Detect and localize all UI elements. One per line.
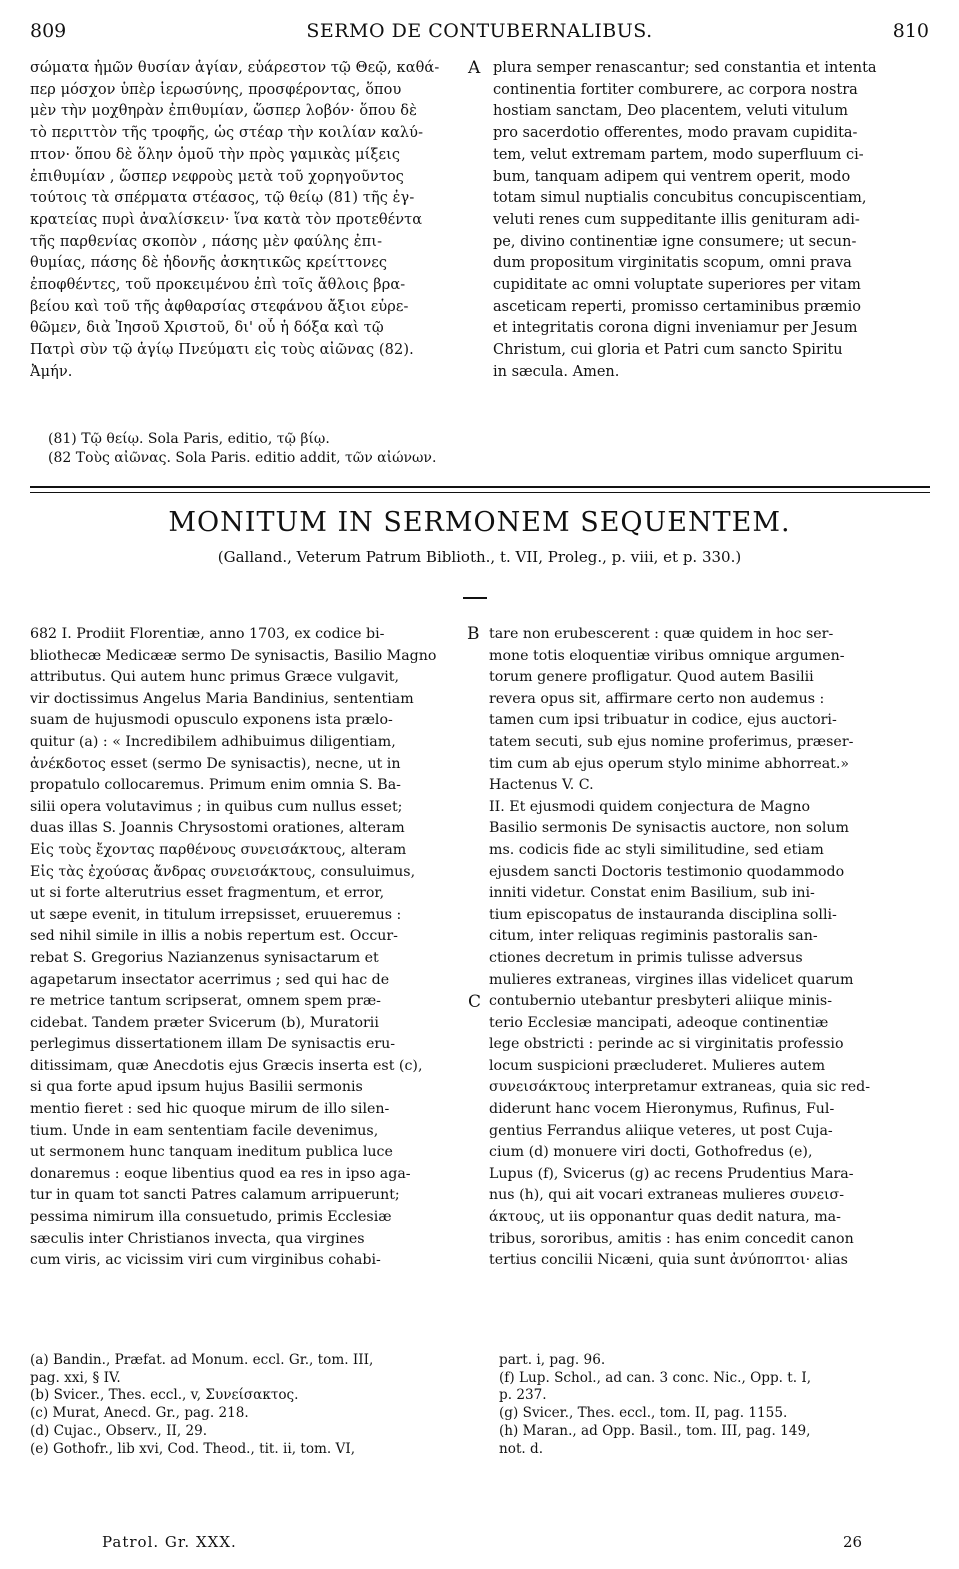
latin-line: totam simul nuptialis concubitus concupiscentiam, bbox=[493, 190, 867, 207]
body-line: gentius Ferrandus aliique veteres, ut post Cuja- bbox=[489, 1122, 833, 1139]
body-line: pessima nimirum illa consuetudo, primis Ecclesiæ bbox=[30, 1209, 392, 1226]
right-footnotes bbox=[499, 1352, 939, 1458]
top-footnotes bbox=[48, 430, 528, 467]
body-line: ctiones decretum in primis tulisse adversus bbox=[489, 949, 803, 966]
signature-number: 26 bbox=[843, 1533, 863, 1551]
greek-line: τούτοις τὰ σπέρματα στέασος, τῷ θείῳ (81) τῆς ἐγ- bbox=[30, 190, 415, 207]
body-line: tatem secuti, sub ejus nomine proferimus, præser- bbox=[489, 733, 854, 750]
page-number-right: 810 bbox=[892, 20, 929, 42]
greek-text-column bbox=[30, 58, 462, 384]
body-line: tim cum ab ejus operum stylo minime abhorreat.» bbox=[489, 755, 850, 772]
volume-signature: Patrol. Gr. XXX. bbox=[102, 1533, 237, 1551]
body-line: si qua forte apud ipsum hujus Basilii sermonis bbox=[30, 1079, 363, 1096]
body-line: tium. Unde in eam sententiam facile devenimus, bbox=[30, 1122, 379, 1139]
body-line: mone totis eloquentiæ viribus omnique argumen- bbox=[489, 647, 845, 664]
margin-marker-b: B bbox=[467, 624, 480, 644]
greek-line: τῆς παρθενίας σκοπὸν , πάσης μὲν φαύλης ἐπι- bbox=[30, 233, 383, 250]
body-line: torum genere profligatur. Quod autem Basilii bbox=[489, 669, 814, 686]
body-line: perlegimus dissertationem illam De synisactis eru- bbox=[30, 1036, 396, 1053]
body-line: cidebat. Tandem præter Svicerum (b), Muratorii bbox=[30, 1014, 379, 1031]
monitum-source: (Galland., Veterum Patrum Biblioth., t. VII, Proleg., p. viii, et p. 330.) bbox=[217, 548, 742, 566]
margin-marker-c: C bbox=[468, 992, 482, 1012]
body-line: tare non erubescerent : quæ quidem in hoc ser- bbox=[489, 626, 834, 642]
greek-line: ἐπιθυμίαν , ὥσπερ νεφροὺς μετὰ τοῦ χορηγοῦντος bbox=[30, 168, 405, 185]
latin-line: bum, tanquam adipem qui ventrem operit, modo bbox=[493, 168, 851, 185]
footnote-line: (f) Lup. Schol., ad can. 3 conc. Nic., Opp. t. I, bbox=[499, 1369, 812, 1386]
greek-line: θῶμεν, διὰ Ἰησοῦ Χριστοῦ, δι' οὗ ἡ δόξα καὶ τῷ bbox=[30, 320, 384, 337]
body-line: Εἰς τοὺς ἔχοντας παρθένους συνεισάκτους, alteram bbox=[30, 841, 407, 858]
running-title: SERMO DE CONTUBERNALIBUS. bbox=[306, 20, 653, 42]
body-line: contubernio utebantur presbyteri aliique minis- bbox=[489, 993, 832, 1010]
body-line: inniti videtur. Constat enim Basilium, sub ini- bbox=[489, 885, 815, 902]
greek-line: περ μόσχον ὑπὲρ ἱερωσύνης, προσφέροντας, ὅπου bbox=[30, 81, 402, 98]
body-line: citum, inter reliquas regiminis pastoralis san- bbox=[489, 928, 818, 945]
body-line: Εἰς τὰς ἐχούσας ἄνδρας συνεισάκτους, consuluimus, bbox=[30, 863, 416, 880]
body-line: sed nihil simile in illis a nobis repertum est. Occur- bbox=[30, 928, 398, 945]
latin-line: continentia fortiter comburere, ac corpora nostra bbox=[493, 81, 858, 98]
body-line: re metrice tantum scripserat, omnem spem præ- bbox=[30, 993, 381, 1010]
body-line: suam de hujusmodi opusculo exponens ista prælo- bbox=[30, 712, 393, 729]
greek-line: σώματα ἡμῶν θυσίαν ἁγίαν, εὐάρεστον τῷ Θεῷ, καθά- bbox=[30, 60, 440, 76]
section-rule-bottom bbox=[30, 492, 930, 493]
body-line: συνεισάκτους interpretamur extraneas, quia sic red- bbox=[489, 1079, 870, 1096]
body-line: mentio fieret : sed hic quoque mirum de illo silen- bbox=[30, 1101, 390, 1118]
latin-line: pe, divino continentiæ igne consumere; ut secun- bbox=[493, 233, 857, 250]
body-line: bliothecæ Medicææ sermo De synisactis, Basilio Magno bbox=[30, 647, 437, 664]
body-line: quitur (a) : « Incredibilem adhibuimus diligentiam, bbox=[30, 733, 396, 750]
body-line: agapetarum insectator acerrimus ; sed qui hac de bbox=[30, 971, 390, 988]
body-line: terio Ecclesiæ mancipati, adeoque continentiæ bbox=[489, 1014, 829, 1031]
latin-line: et integritatis corona digni inveniamur per Jesum bbox=[493, 320, 858, 337]
footnote-81: (81) Τῷ θείῳ. Sola Paris, editio, τῷ βίῳ. bbox=[48, 431, 330, 447]
footnote-line: (a) Bandin., Præfat. ad Monum. eccl. Gr., tom. III, bbox=[30, 1352, 374, 1368]
footnote-line: (e) Gothofr., lib xvi, Cod. Theod., tit. ii, tom. VI, bbox=[30, 1440, 356, 1457]
body-line: propatulo collocaremus. Primum enim omnia S. Ba- bbox=[30, 777, 401, 794]
footnote-82: (82 Τοὺς αἰῶνας. Sola Paris. editio addit, τῶν αἰώνων. bbox=[48, 449, 437, 466]
body-line: mulieres extraneas, virgines illas videlicet quarum bbox=[489, 971, 854, 988]
body-line: ut sermonem hunc tanquam ineditum publica luce bbox=[30, 1144, 393, 1161]
footnote-line: (b) Svicer., Thes. eccl., v, Συνείσακτος. bbox=[30, 1387, 299, 1404]
right-body-column bbox=[489, 624, 935, 1272]
body-line: sæculis inter Christianos invecta, qua virgines bbox=[30, 1230, 365, 1247]
body-line: cium (d) monuere viri docti, Gothofredus (e), bbox=[489, 1144, 813, 1161]
body-line: tur in quam tot sancti Patres calamum arripuerunt; bbox=[30, 1187, 400, 1204]
body-line: vir doctissimus Angelus Maria Bandinius, sententiam bbox=[30, 690, 414, 707]
footnote-line: (d) Cujac., Observ., II, 29. bbox=[30, 1422, 208, 1439]
body-line: attributus. Qui autem hunc primus Græce vulgavit, bbox=[30, 669, 399, 686]
greek-line: μὲν τὴν μοχθηρὰν ἐπιθυμίαν, ὥσπερ λοβόν· ὅπου δὲ bbox=[30, 103, 418, 120]
separator-dash bbox=[463, 597, 487, 599]
footnote-line: p. 237. bbox=[499, 1387, 547, 1404]
greek-line: τὸ περιττὸν τῆς τροφῆς, ὡς στέαρ τὴν κοιλίαν καλύ- bbox=[30, 125, 424, 142]
body-line: tertius concilii Nicæni, quia sunt ἀνύποπτοι· alias bbox=[489, 1252, 848, 1269]
footnote-line: (g) Svicer., Thes. eccl., tom. II, pag. 1155. bbox=[499, 1405, 788, 1422]
greek-line: βείου καὶ τοῦ τῆς ἀφθαρσίας στεφάνου ἄξιοι εὑρε- bbox=[30, 298, 409, 315]
body-line: nus (h), qui ait vocari extraneas mulieres συνεισ- bbox=[489, 1187, 845, 1204]
body-line: II. Et ejusmodi quidem conjectura de Magno bbox=[489, 798, 811, 815]
body-line: ἀνέκδοτος esset (sermo De synisactis), necne, ut in bbox=[30, 755, 401, 772]
body-line: ejusdem sancti Doctoris testimonio quodammodo bbox=[489, 863, 845, 880]
page-number-left: 809 bbox=[30, 20, 67, 42]
body-line: duas illas S. Joannis Chrysostomi orationes, alteram bbox=[30, 820, 405, 837]
margin-marker-a: A bbox=[468, 58, 481, 78]
latin-text-column bbox=[493, 58, 933, 384]
latin-line: hostiam sanctam, Deo placentem, veluti vitulum bbox=[493, 103, 849, 120]
latin-line: asceticam reperti, promisso certaminibus præmio bbox=[493, 298, 862, 315]
latin-line: plura semper renascantur; sed constantia et intenta bbox=[493, 60, 877, 76]
footnote-line: pag. xxi, § IV. bbox=[30, 1369, 121, 1386]
body-line: lege obstricti : perinde ac si virginitatis professio bbox=[489, 1036, 844, 1053]
body-line: donaremus : eoque libentius quod ea res in ipso aga- bbox=[30, 1165, 411, 1182]
body-line: ms. codicis fide ac styli similitudine, sed etiam bbox=[489, 841, 824, 858]
body-line: tribus, sororibus, amitis : has enim concedit canon bbox=[489, 1230, 854, 1247]
left-footnotes bbox=[30, 1352, 470, 1458]
latin-line: in sæcula. Amen. bbox=[493, 363, 620, 380]
greek-line: θυμίας, πάσης δὲ ἡδονῆς ἀσκητικῶς κρείττονες bbox=[30, 255, 388, 272]
body-line: 682 I. Prodiit Florentiæ, anno 1703, ex codice bi- bbox=[30, 626, 385, 642]
monitum-title: MONITUM IN SERMONEM SEQUENTEM. bbox=[168, 507, 791, 538]
body-line: cum viris, ac vicissim viri cum virginibus cohabi- bbox=[30, 1252, 381, 1269]
body-line: locum suspicioni præcluderet. Mulieres autem bbox=[489, 1057, 826, 1074]
body-line: tium episcopatus de instauranda disciplina solli- bbox=[489, 906, 837, 923]
section-rule-top bbox=[30, 486, 930, 488]
greek-line: ἐποφθέντες, τοῦ προκειμένου ἐπὶ τοῖς ἄθλοις βρα- bbox=[30, 277, 406, 294]
footnote-line: (c) Murat, Anecd. Gr., pag. 218. bbox=[30, 1405, 249, 1422]
greek-line: πτον· ὅπου δὲ ὅλην ὁμοῦ τὴν πρὸς γαμικὰς μίξεις bbox=[30, 146, 401, 163]
body-line: tamen cum ipsi tribuatur in codice, ejus auctori- bbox=[489, 712, 837, 729]
latin-line: dum propositum virginitatis scopum, omni prava bbox=[493, 255, 852, 272]
left-body-column bbox=[30, 624, 460, 1272]
greek-line: κρατείας πυρὶ ἀναλίσκειν· ἵνα κατὰ τὸν προτεθέντα bbox=[30, 211, 423, 228]
body-line: ut sæpe evenit, in titulum irrepsisset, eruueremus : bbox=[30, 906, 402, 923]
body-line: ditissimam, quæ Anecdotis ejus Græcis inserta est (c), bbox=[30, 1057, 423, 1074]
greek-line: Ἀμήν. bbox=[30, 363, 73, 380]
latin-line: Christum, cui gloria et Patri cum sancto Spiritu bbox=[493, 342, 843, 359]
body-line: Hactenus V. C. bbox=[489, 777, 594, 794]
footnote-line: part. i, pag. 96. bbox=[499, 1352, 606, 1368]
body-line: silii opera volutavimus ; in quibus cum nullus esset; bbox=[30, 798, 403, 815]
body-line: Basilio sermonis De synisactis auctore, non solum bbox=[489, 820, 849, 837]
latin-line: cupiditate ac omni voluptate superiores per vitam bbox=[493, 277, 861, 294]
footnote-line: not. d. bbox=[499, 1440, 544, 1457]
body-line: άκτους, ut iis opponantur quas dedit natura, ma- bbox=[489, 1209, 841, 1226]
body-line: Lupus (f), Svicerus (g) ac recens Prudentius Mara- bbox=[489, 1165, 854, 1182]
latin-line: veluti renes cum suppeditante illis genituram adi- bbox=[493, 211, 860, 228]
latin-line: tem, velut extremam partem, modo superfluum ci- bbox=[493, 146, 864, 163]
body-line: diderunt hanc vocem Hieronymus, Rufinus, Ful- bbox=[489, 1101, 835, 1118]
body-line: revera opus sit, affirmare certo non audemus : bbox=[489, 690, 825, 707]
greek-line: Πατρὶ σὺν τῷ ἁγίῳ Πνεύματι εἰς τοὺς αἰῶνας (82). bbox=[30, 342, 414, 359]
footnote-line: (h) Maran., ad Opp. Basil., tom. III, pag. 149, bbox=[499, 1422, 811, 1439]
latin-line: pro sacerdotio offerentes, modo pravam cupidita- bbox=[493, 125, 858, 142]
body-line: ut si forte alterutrius esset fragmentum, et error, bbox=[30, 885, 385, 902]
body-line: rebat S. Gregorius Nazianzenus synisactarum et bbox=[30, 949, 379, 966]
